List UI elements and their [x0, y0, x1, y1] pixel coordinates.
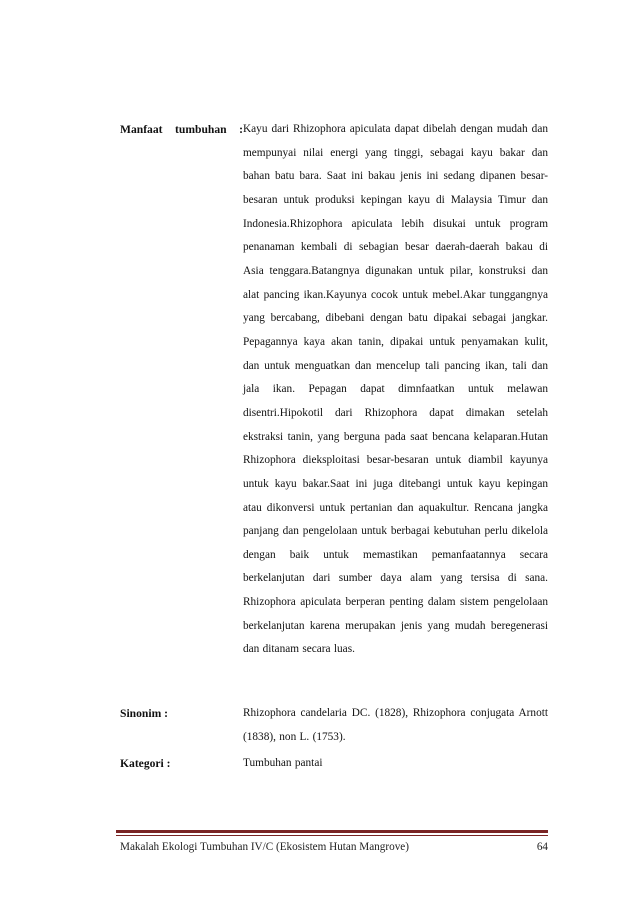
footer-divider-thick	[116, 830, 548, 833]
manfaat-text: Kayu dari Rhizophora apiculata dapat dibelah dengan mudah dan mempunyai nilai energi yang tinggi, sebagai kayu bakar dan bahan batu bara. Saat ini bakau jenis ini sedang dipanen besar-besaran untuk produksi kepingan kayu di Malaysia Timur dan Indonesia.Rhizophora apiculata lebih disukai untuk program penanaman kembali di sebagian besar daerah-daerah bakau di Asia tenggara.Batangnya digunakan untuk pilar, konstruksi dan alat pancing ikan.Kayunya cocok untuk mebel.Akar tunggangnya yang bercabang, dibebani dengan batu dipakai sebagai jangkar. Pepagannya kaya akan tanin, dipakai untuk penyamakan kulit, dan untuk menguatkan dan mencelup tali pancing ikan, tali dan jala ikan. Pepagan dapat dimnfaatkan untuk melawan disentri.Hipokotil dari Rhizophora dapat dimakan setelah ekstraksi tanin, yang berguna pada saat bencana kelaparan.Hutan Rhizophora dieksploitasi besar-besaran untuk diambil kayunya untuk kayu bakar.Saat ini juga ditebangi untuk kayu kepingan atau dikonversi untuk pertanian dan aquakultur. Rencana jangka panjang dan pengelolaan untuk berbagai kebutuhan perlu dikelola dengan baik untuk memastikan pemanfaatannya secara berkelanjutan dari sumber daya alam yang tersisa di sana. Rhizophora apiculata berperan penting dalam sistem pengelolaan berkelanjutan karena merupakan jenis yang mudah beregenerasi dan ditanam secara luas.	[243, 123, 548, 656]
entry-manfaat-tumbuhan	[120, 118, 548, 662]
sinonim-text: Rhizophora candelaria DC. (1828), Rhizophora conjugata Arnott (1838), non L. (1753).	[243, 707, 548, 743]
kategori-label: Kategori :	[120, 757, 171, 770]
sinonim-label: Sinonim :	[120, 707, 168, 720]
entry-sinonim	[120, 702, 548, 749]
page-number: 64	[536, 841, 548, 853]
kategori-text: Tumbuhan pantai	[243, 757, 323, 769]
footer-title: Makalah Ekologi Tumbuhan IV/C (Ekosistem Hutan Mangrove)	[120, 841, 409, 853]
manfaat-label: Manfaat tumbuhan :	[120, 123, 243, 136]
entry-kategori	[120, 752, 548, 776]
footer-divider-thin	[116, 835, 548, 836]
